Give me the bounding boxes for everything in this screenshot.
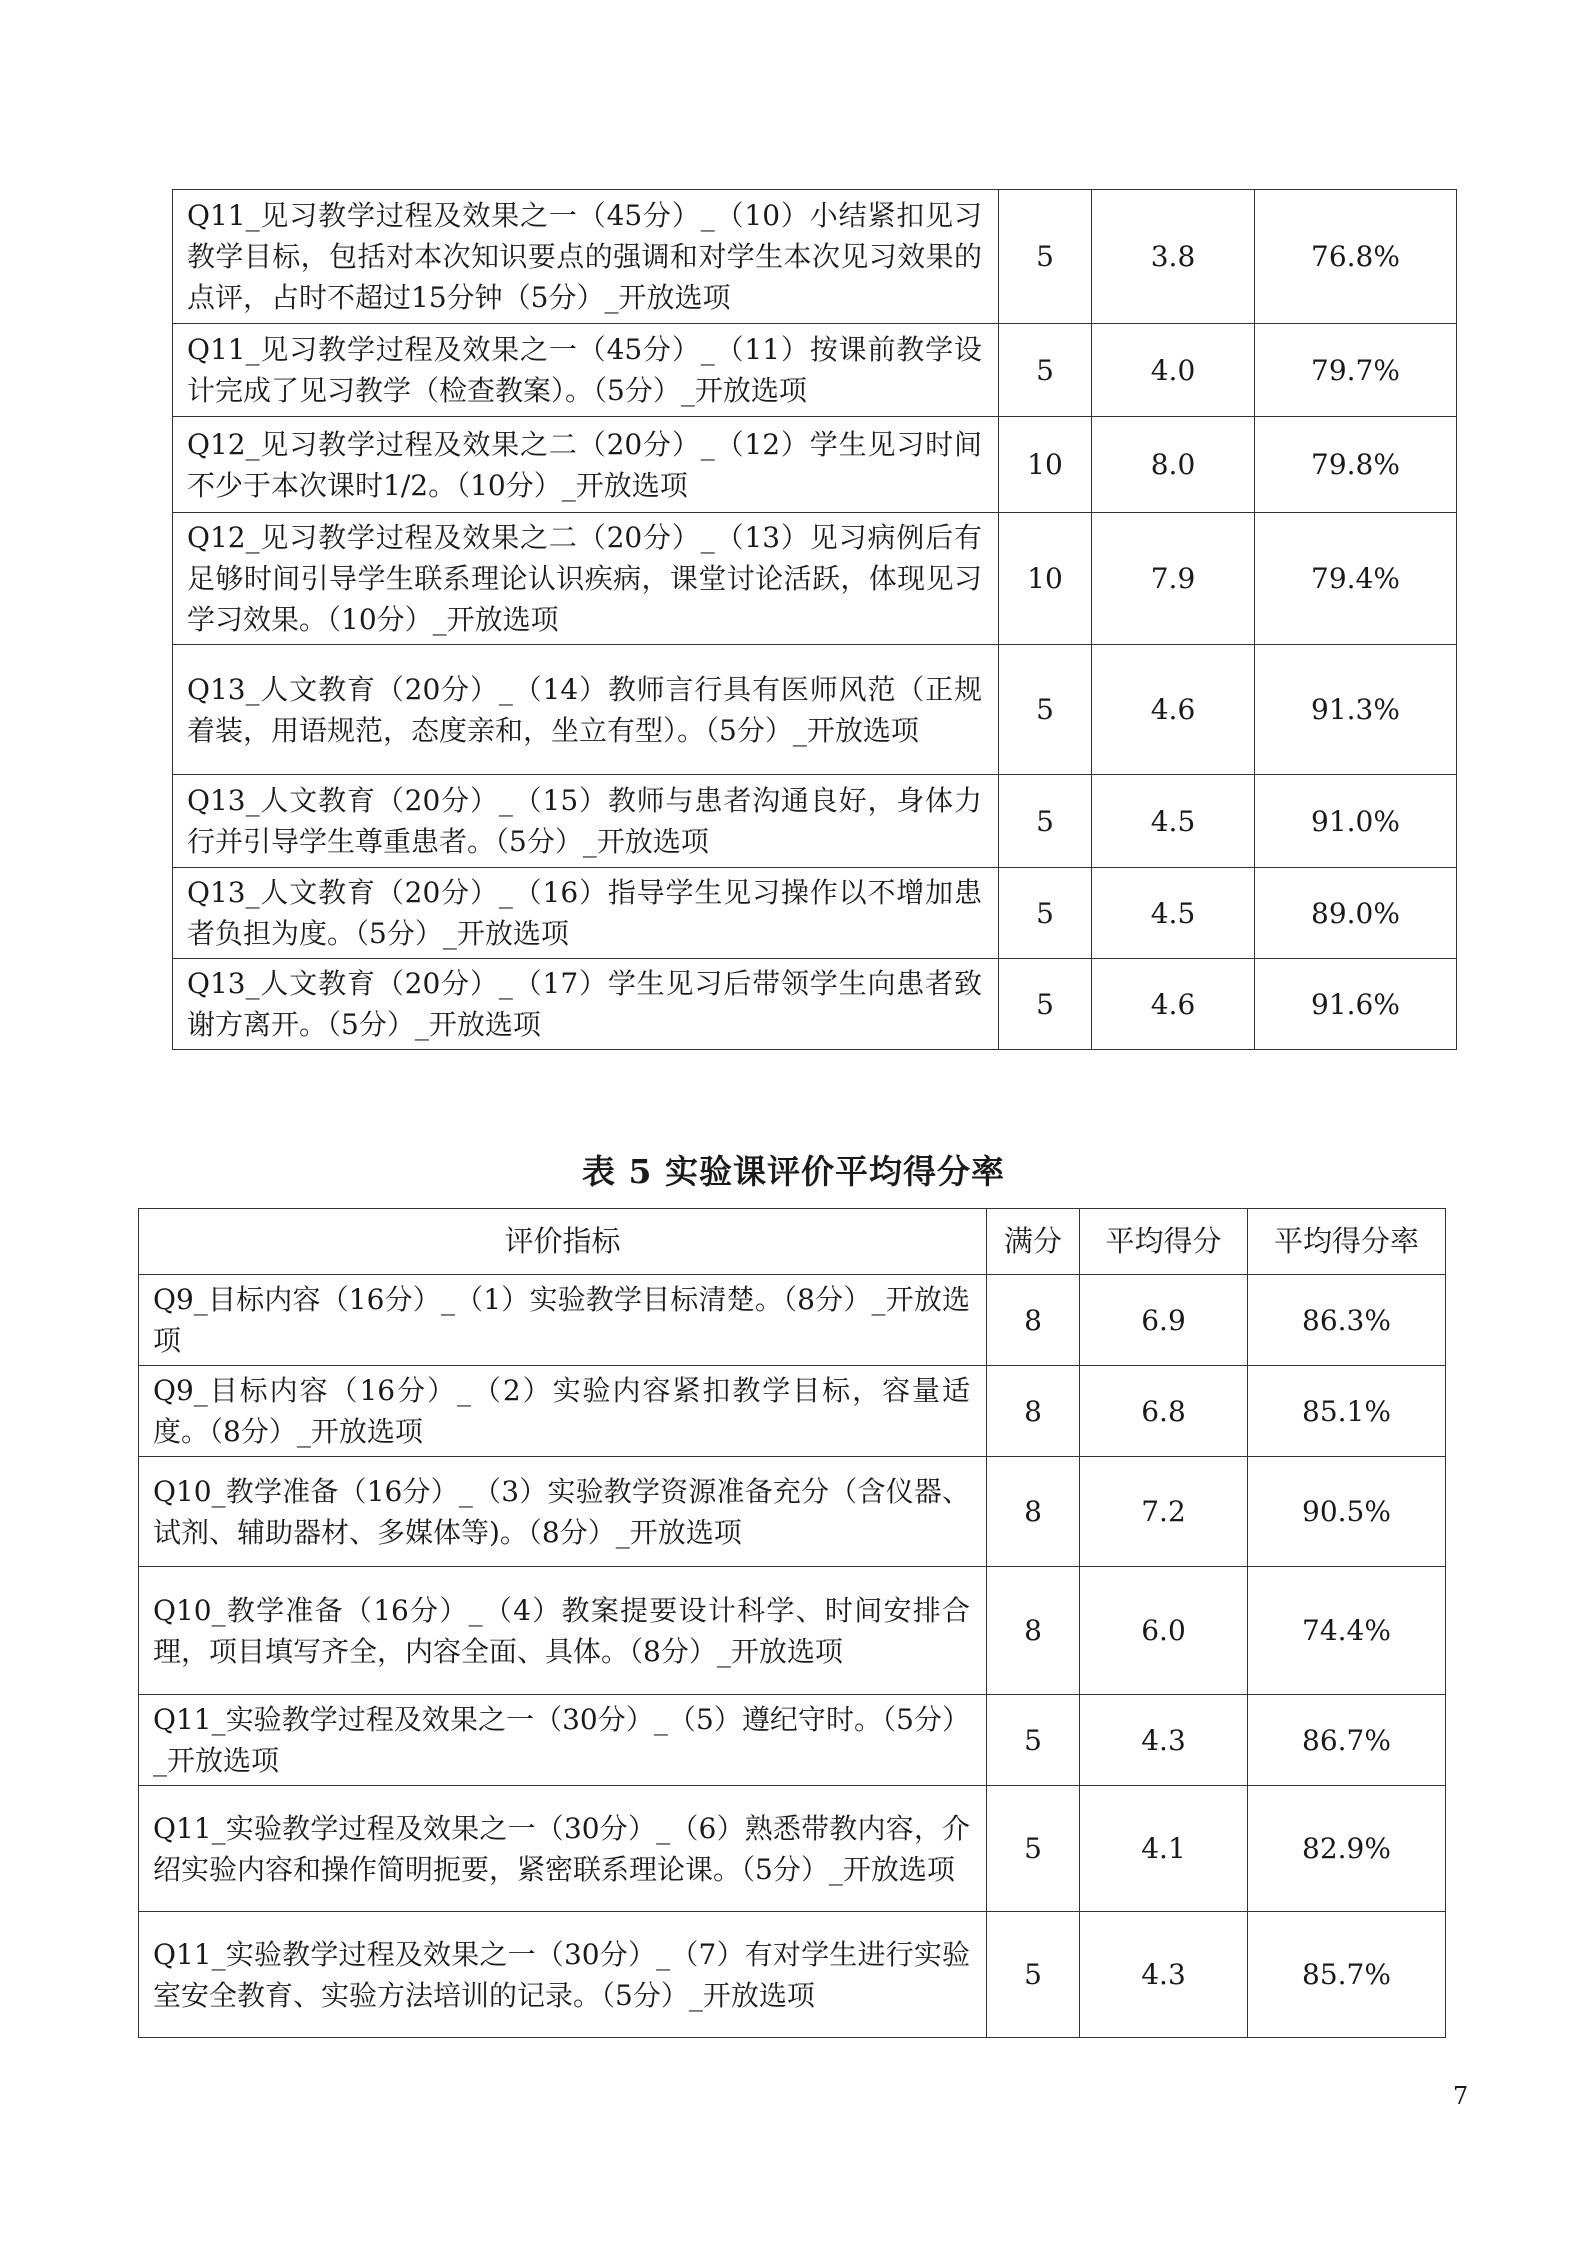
full-score-cell: 5 [999,190,1092,324]
table-row [139,1912,1446,2038]
table-row [139,1786,1446,1912]
average-score-cell: 6.0 [1080,1567,1248,1695]
indicator-cell: Q13_人文教育（20分）_（14）教师言行具有医师风范（正规着装，用语规范，态度亲和，坐立有型）。（5分）_开放选项 [173,645,999,775]
table-4-continued [172,189,1457,1050]
indicator-cell: Q11_见习教学过程及效果之一（45分）_（10）小结紧扣见习教学目标，包括对本次知识要点的强调和对学生本次见习效果的点评，占时不超过15分钟（5分）_开放选项 [173,190,999,324]
average-score-cell: 3.8 [1092,190,1255,324]
average-rate-cell: 76.8% [1255,190,1457,324]
table-row [139,1567,1446,1695]
indicator-cell: Q11_实验教学过程及效果之一（30分）_（7）有对学生进行实验室安全教育、实验方法培训的记录。（5分）_开放选项 [139,1912,987,2038]
indicator-cell: Q12_见习教学过程及效果之二（20分）_（12）学生见习时间不少于本次课时1/2。（10分）_开放选项 [173,417,999,513]
table-row [173,775,1457,868]
average-score-cell: 4.5 [1092,868,1255,959]
header-indicator: 评价指标 [139,1209,987,1275]
table-row [173,324,1457,417]
indicator-cell: Q11_实验教学过程及效果之一（30分）_（5）遵纪守时。（5分）_开放选项 [139,1695,987,1786]
average-score-cell: 8.0 [1092,417,1255,513]
average-rate-cell: 82.9% [1248,1786,1446,1912]
average-rate-cell: 91.0% [1255,775,1457,868]
average-score-cell: 6.9 [1080,1275,1248,1366]
average-score-cell: 6.8 [1080,1366,1248,1457]
full-score-cell: 5 [999,959,1092,1050]
full-score-cell: 10 [999,513,1092,645]
full-score-cell: 5 [987,1786,1080,1912]
average-rate-cell: 89.0% [1255,868,1457,959]
full-score-cell: 5 [987,1912,1080,2038]
average-score-cell: 4.3 [1080,1695,1248,1786]
header-average-rate: 平均得分率 [1248,1209,1446,1275]
indicator-cell: Q10_教学准备（16分）_（4）教案提要设计科学、时间安排合理，项目填写齐全，内容全面、具体。（8分）_开放选项 [139,1567,987,1695]
average-score-cell: 4.5 [1092,775,1255,868]
full-score-cell: 5 [987,1695,1080,1786]
average-score-cell: 4.1 [1080,1786,1248,1912]
full-score-cell: 8 [987,1275,1080,1366]
full-score-cell: 5 [999,324,1092,417]
indicator-cell: Q9_目标内容（16分）_（2）实验内容紧扣教学目标，容量适度。（8分）_开放选项 [139,1366,987,1457]
header-full-score: 满分 [987,1209,1080,1275]
average-score-cell: 4.0 [1092,324,1255,417]
average-rate-cell: 86.7% [1248,1695,1446,1786]
indicator-cell: Q12_见习教学过程及效果之二（20分）_（13）见习病例后有足够时间引导学生联系理论认识疾病，课堂讨论活跃，体现见习学习效果。（10分）_开放选项 [173,513,999,645]
average-score-cell: 7.9 [1092,513,1255,645]
average-rate-cell: 74.4% [1248,1567,1446,1695]
full-score-cell: 5 [999,775,1092,868]
indicator-cell: Q11_见习教学过程及效果之一（45分）_（11）按课前教学设计完成了见习教学（检查教案）。（5分）_开放选项 [173,324,999,417]
table-5-title: 表 5 实验课评价平均得分率 [582,1152,1005,1191]
table-5-body [139,1275,1446,2038]
header-average-score: 平均得分 [1080,1209,1248,1275]
table-row [173,868,1457,959]
table-row [173,417,1457,513]
full-score-cell: 5 [999,645,1092,775]
average-score-cell: 7.2 [1080,1457,1248,1567]
full-score-cell: 8 [987,1457,1080,1567]
average-score-cell: 4.6 [1092,959,1255,1050]
table-row [173,190,1457,324]
full-score-cell: 8 [987,1567,1080,1695]
average-rate-cell: 79.7% [1255,324,1457,417]
full-score-cell: 8 [987,1366,1080,1457]
indicator-cell: Q13_人文教育（20分）_（16）指导学生见习操作以不增加患者负担为度。（5分）_开放选项 [173,868,999,959]
table-row [173,645,1457,775]
indicator-cell: Q9_目标内容（16分）_（1）实验教学目标清楚。（8分）_开放选项 [139,1275,987,1366]
table-row [173,513,1457,645]
table-header-row [139,1209,1446,1275]
average-score-cell: 4.6 [1092,645,1255,775]
indicator-cell: Q13_人文教育（20分）_（15）教师与患者沟通良好，身体力行并引导学生尊重患者。（5分）_开放选项 [173,775,999,868]
table-5 [138,1208,1446,2038]
table-row [173,959,1457,1050]
average-rate-cell: 91.3% [1255,645,1457,775]
indicator-cell: Q11_实验教学过程及效果之一（30分）_（6）熟悉带教内容，介绍实验内容和操作简明扼要，紧密联系理论课。（5分）_开放选项 [139,1786,987,1912]
table-row [139,1457,1446,1567]
indicator-cell: Q13_人文教育（20分）_（17）学生见习后带领学生向患者致谢方离开。（5分）_开放选项 [173,959,999,1050]
average-rate-cell: 79.4% [1255,513,1457,645]
table-row [139,1366,1446,1457]
average-rate-cell: 79.8% [1255,417,1457,513]
average-rate-cell: 86.3% [1248,1275,1446,1366]
average-rate-cell: 85.7% [1248,1912,1446,2038]
average-score-cell: 4.3 [1080,1912,1248,2038]
full-score-cell: 5 [999,868,1092,959]
full-score-cell: 10 [999,417,1092,513]
page-number: 7 [1453,2082,1469,2110]
table-row [139,1695,1446,1786]
average-rate-cell: 90.5% [1248,1457,1446,1567]
average-rate-cell: 91.6% [1255,959,1457,1050]
average-rate-cell: 85.1% [1248,1366,1446,1457]
table-row [139,1275,1446,1366]
indicator-cell: Q10_教学准备（16分）_（3）实验教学资源准备充分（含仪器、试剂、辅助器材、多媒体等)。（8分）_开放选项 [139,1457,987,1567]
table-4-body [173,190,1457,1050]
